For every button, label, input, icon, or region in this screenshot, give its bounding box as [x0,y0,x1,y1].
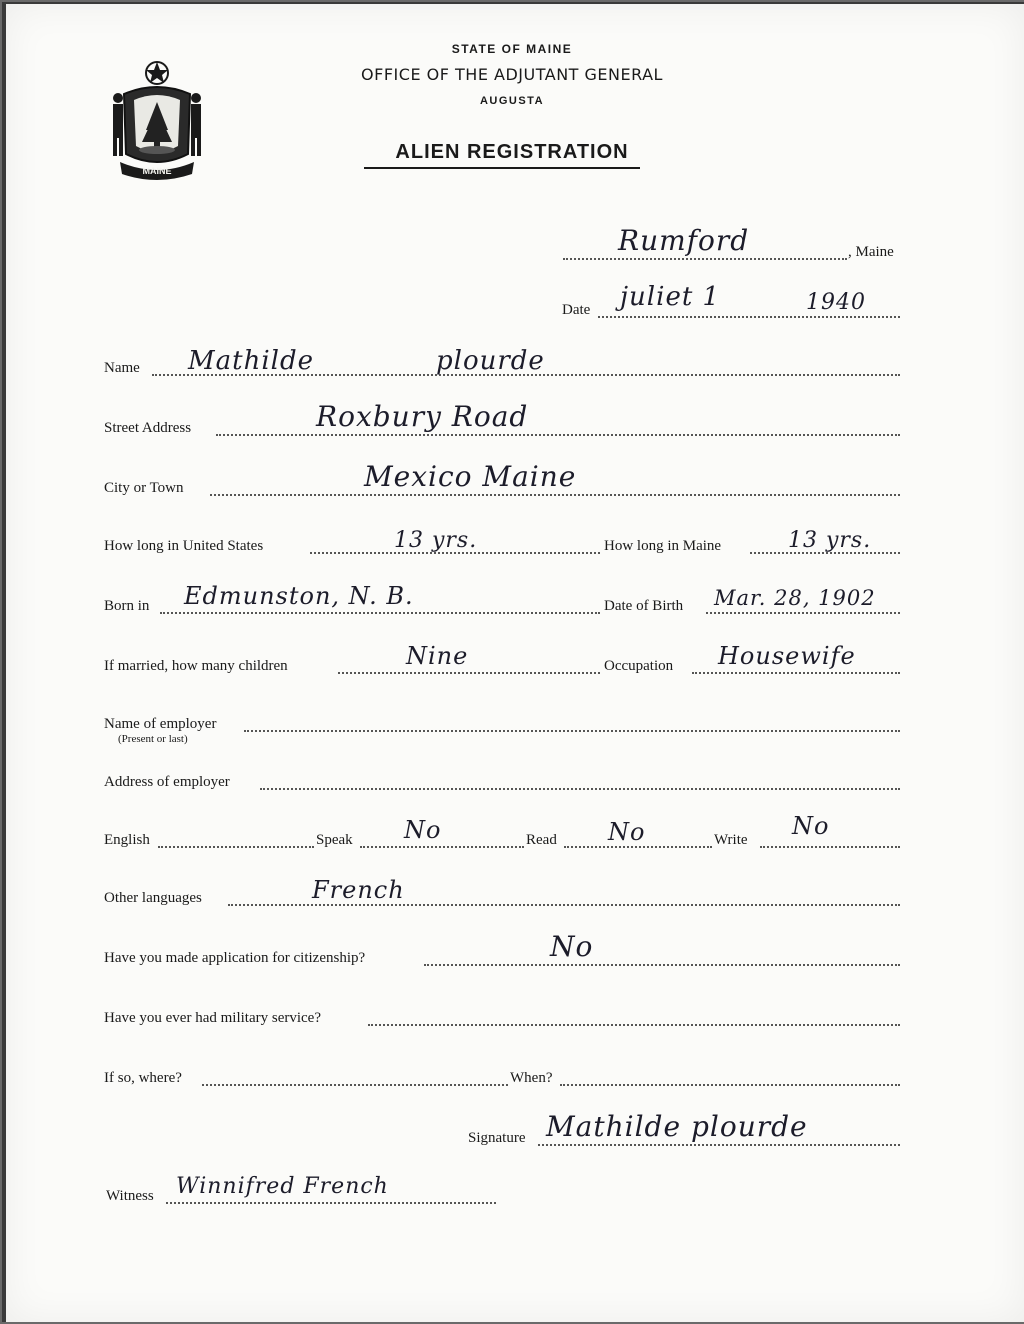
other-languages-line [228,904,900,906]
header-state: STATE OF MAINE [451,42,573,56]
dob-value[interactable]: Mar. 28, 1902 [714,586,876,610]
form-title: ALIEN REGISTRATION [395,141,629,163]
how-long-us-label: How long in United States [104,538,264,554]
employer-label: Name of employer [104,716,217,732]
date-line [598,316,900,318]
occupation-value[interactable]: Housewife [718,642,856,670]
other-languages-value[interactable]: French [312,876,405,904]
street-label: Street Address [104,420,192,436]
city-label: City or Town [104,480,184,496]
witness-label: Witness [106,1188,154,1204]
english-label: English [104,832,150,848]
signature-value[interactable]: Mathilde plourde [546,1110,808,1143]
how-long-maine-label: How long in Maine [604,538,722,554]
where-line[interactable] [202,1084,508,1086]
citizenship-line [424,964,900,966]
read-label: Read [526,832,557,848]
employer-sublabel: (Present or last) [118,733,188,745]
when-label: When? [510,1070,553,1086]
write-label: Write [714,832,748,848]
town-value[interactable]: Rumford [618,224,750,257]
speak-label: Speak [316,832,353,848]
military-line[interactable] [368,1024,900,1026]
children-label: If married, how many children [104,658,288,674]
seal-banner-text: MAINE [142,166,172,176]
date-year-value[interactable]: 1940 [806,290,866,315]
street-line [216,434,900,436]
city-value[interactable]: Mexico Maine [364,460,577,493]
speak-line [360,846,524,848]
witness-line [166,1202,496,1204]
town-line [563,258,847,260]
date-label: Date [562,302,591,318]
military-label: Have you ever had military service? [104,1010,321,1026]
when-line[interactable] [560,1084,900,1086]
signature-label: Signature [468,1130,526,1146]
other-languages-label: Other languages [104,890,202,906]
write-line [760,846,900,848]
maine-suffix: , Maine [848,244,894,260]
write-value[interactable]: No [792,812,830,840]
date-day-value[interactable]: juliet 1 [620,282,721,312]
title-underline [364,167,640,169]
signature-line [538,1144,900,1146]
citizenship-value[interactable]: No [550,930,594,963]
name-label: Name [104,360,140,376]
children-value[interactable]: Nine [406,642,469,670]
dob-label: Date of Birth [604,598,684,614]
last-name-value[interactable]: plourde [436,346,545,376]
occupation-label: Occupation [604,658,674,674]
citizenship-label: Have you made application for citizenship? [104,950,366,966]
where-label: If so, where? [104,1070,182,1086]
how-long-us-value[interactable]: 13 yrs. [394,528,478,553]
employer-address-label: Address of employer [104,774,230,790]
street-value[interactable]: Roxbury Road [316,400,529,433]
employer-address-line[interactable] [260,788,900,790]
children-line [338,672,600,674]
header-city: AUGUSTA [479,95,545,107]
employer-line[interactable] [244,730,900,732]
speak-value[interactable]: No [404,816,442,844]
occupation-line [692,672,900,674]
dob-line [706,612,900,614]
read-value[interactable]: No [608,818,646,846]
english-line [158,846,314,848]
born-in-value[interactable]: Edmunston, N. B. [184,582,414,610]
read-line [564,846,712,848]
header-office: OFFICE OF THE ADJUTANT GENERAL [361,65,663,84]
first-name-value[interactable]: Mathilde [188,346,314,376]
witness-value[interactable]: Winnifred French [176,1174,389,1199]
how-long-maine-value[interactable]: 13 yrs. [788,528,872,553]
born-in-line [160,612,600,614]
city-line [210,494,900,496]
born-in-label: Born in [104,598,150,614]
